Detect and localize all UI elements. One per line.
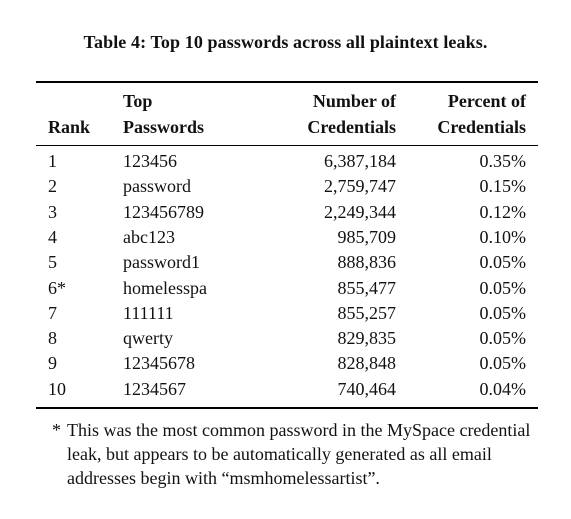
count-cell: 888,836 bbox=[337, 252, 396, 272]
count-cell: 2,759,747 bbox=[324, 176, 396, 196]
percent-cell: 0.35% bbox=[479, 151, 526, 171]
table-top-rule bbox=[36, 81, 538, 83]
table-bottom-rule bbox=[36, 407, 538, 409]
header-number-line1: Number of bbox=[312, 91, 396, 111]
header-rank: Rank bbox=[48, 117, 91, 137]
footnote-mark: * bbox=[52, 420, 61, 440]
count-cell: 2,249,344 bbox=[324, 202, 396, 222]
table-caption: Table 4: Top 10 passwords across all plaintext leaks. bbox=[83, 32, 488, 52]
password-cell: password1 bbox=[123, 252, 200, 272]
rank-cell: 2 bbox=[48, 176, 57, 196]
password-cell: qwerty bbox=[123, 328, 173, 348]
password-cell: 1234567 bbox=[123, 379, 186, 399]
rank-cell: 5 bbox=[48, 252, 57, 272]
table-header-rule bbox=[36, 145, 538, 146]
rank-cell: 7 bbox=[48, 303, 57, 323]
header-passwords-line1: Top bbox=[123, 91, 153, 111]
percent-cell: 0.05% bbox=[479, 278, 526, 298]
password-cell: 123456 bbox=[123, 151, 177, 171]
table-footnote bbox=[52, 418, 542, 490]
header-percent-line1: Percent of bbox=[447, 91, 526, 111]
percent-cell: 0.05% bbox=[479, 303, 526, 323]
percent-cell: 0.04% bbox=[479, 379, 526, 399]
password-cell: 12345678 bbox=[123, 353, 195, 373]
percent-cell: 0.12% bbox=[479, 202, 526, 222]
footnote-text: This was the most common password in the MySpace credential leak, but appears to be automatically generated as all email addresses begin with “msmhomelessartist”. bbox=[67, 420, 531, 488]
header-passwords-line2: Passwords bbox=[123, 117, 205, 137]
percent-cell: 0.05% bbox=[479, 252, 526, 272]
rank-cell: 10 bbox=[48, 379, 66, 399]
password-cell: homelesspa bbox=[123, 278, 207, 298]
count-cell: 985,709 bbox=[337, 227, 396, 247]
count-cell: 6,387,184 bbox=[324, 151, 396, 171]
password-cell: password bbox=[123, 176, 191, 196]
count-cell: 855,257 bbox=[337, 303, 396, 323]
percent-cell: 0.05% bbox=[479, 328, 526, 348]
rank-cell: 4 bbox=[48, 227, 57, 247]
rank-cell: 6* bbox=[48, 278, 66, 298]
count-cell: 740,464 bbox=[337, 379, 396, 399]
header-percent-line2: Credentials bbox=[437, 117, 526, 137]
rank-cell: 8 bbox=[48, 328, 57, 348]
header-number-line2: Credentials bbox=[307, 117, 396, 137]
password-cell: 111111 bbox=[123, 303, 174, 323]
rank-cell: 3 bbox=[48, 202, 57, 222]
count-cell: 828,848 bbox=[337, 353, 396, 373]
count-cell: 855,477 bbox=[337, 278, 396, 298]
percent-cell: 0.15% bbox=[479, 176, 526, 196]
percent-cell: 0.10% bbox=[479, 227, 526, 247]
rank-cell: 9 bbox=[48, 353, 57, 373]
password-cell: 123456789 bbox=[123, 202, 204, 222]
password-cell: abc123 bbox=[123, 227, 175, 247]
rank-cell: 1 bbox=[48, 151, 57, 171]
percent-cell: 0.05% bbox=[479, 353, 526, 373]
count-cell: 829,835 bbox=[337, 328, 396, 348]
